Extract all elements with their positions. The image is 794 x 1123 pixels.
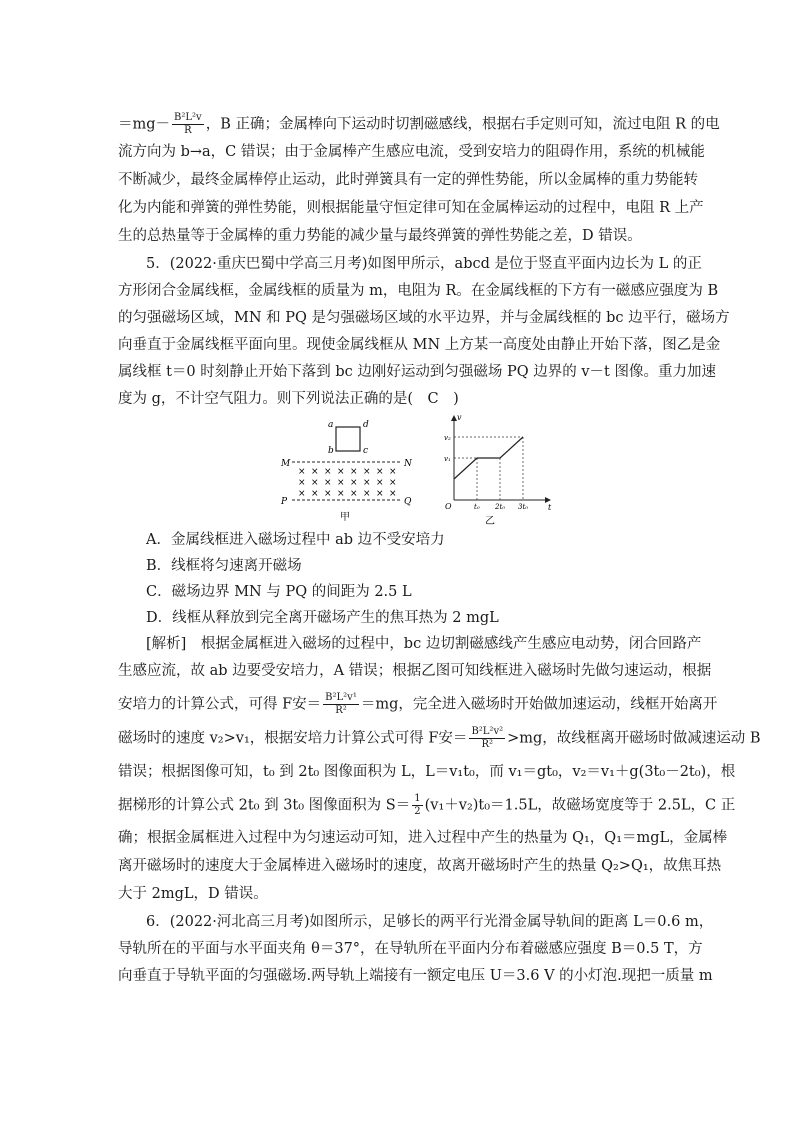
option-b: B．线框将匀速离开磁场: [146, 558, 302, 574]
field-cross: ×: [337, 489, 345, 499]
figure-jia: [270, 415, 420, 530]
v2-tick-label: v₂: [444, 434, 451, 442]
analysis-line-8: 离开磁场时的速度大于金属棒进入磁场时的速度，故离开磁场时产生的热量 Q₂>Q₁，故焦耳热: [118, 858, 722, 874]
analysis-line-7: 确；根据金属框进入过程中为匀速运动可知，进入过程中产生的热量为 Q₁，Q₁＝mgL，金属棒: [118, 830, 728, 846]
prev-line-1: ＝mg－ $\frac{\text{B²L²v}}{R}$ ，B 正确；金属棒向下运动时切割磁感线，根据右手定则可知，流过电阻 R 的电: [118, 112, 720, 136]
field-cross: ×: [337, 467, 345, 477]
field-cross: ×: [298, 478, 306, 488]
t-axis-label: t: [548, 503, 552, 512]
field-cross: ×: [324, 478, 332, 488]
analysis-line-2: 生感应流，故 ab 边要受安培力，A 错误；根据乙图可知线框进入磁场时先做匀速运动，根据: [118, 663, 712, 679]
origin-label: O: [445, 502, 452, 511]
q5-line-1: 5．(2022·重庆巴蜀中学高三月考)如图甲所示，abcd 是位于竖直平面内边长为 L 的正: [146, 256, 702, 272]
fraction: $\frac{\text{B²L²v}}{R}$: [174, 112, 202, 136]
fraction: $\frac{1}{2}$: [414, 793, 421, 817]
field-cross: ×: [389, 478, 397, 488]
prev-line-5: 生的总热量等于金属棒的重力势能的减少量与最终弹簧的弹性势能之差，D 错误。: [118, 228, 642, 244]
field-cross: ×: [298, 467, 306, 477]
field-cross: ×: [376, 489, 384, 499]
option-d: D．线框从释放到完全离开磁场产生的焦耳热为 2 mgL: [146, 610, 499, 626]
label-d: d: [363, 420, 369, 430]
v1-tick-label: v₁: [444, 455, 451, 463]
field-cross: ×: [337, 478, 345, 488]
v-t-curve: [454, 437, 523, 479]
field-cross: ×: [376, 478, 384, 488]
field-cross: ×: [311, 489, 319, 499]
t0-tick-label: t₀: [474, 503, 480, 511]
fraction: $\frac{\text{B²L²v²}}{\text{R²}}$: [471, 726, 504, 750]
caption-jia: 甲: [340, 512, 350, 523]
q5-line-4: 向垂直于金属线框平面向里。现使金属线框从 MN 上方某一高度处由静止开始下落，图乙是金: [118, 337, 721, 353]
field-cross: ×: [389, 489, 397, 499]
field-cross: ×: [376, 467, 384, 477]
label-P: P: [281, 497, 288, 507]
q6-line-2: 导轨所在的平面与水平面夹角 θ＝37°，在导轨所在平面内分布着磁感应强度 B＝0.5 T，方: [118, 941, 703, 957]
field-cross: ×: [350, 489, 358, 499]
prev-line-3: 不断减少，最终金属棒停止运动，此时弹簧具有一定的弹性势能，所以金属棒的重力势能转: [118, 172, 698, 188]
field-cross: ×: [350, 467, 358, 477]
magnetic-field-crosses: [298, 467, 397, 499]
field-cross: ×: [363, 478, 371, 488]
label-a: a: [328, 420, 334, 430]
q5-line-5: 属线框 t＝0 时刻静止开始下落到 bc 边刚好运动到匀强磁场 PQ 边界的 v－t 图像。重力加速: [118, 364, 716, 380]
field-cross: ×: [311, 467, 319, 477]
field-cross: ×: [363, 489, 371, 499]
caption-yi: 乙: [485, 516, 495, 527]
label-Q: Q: [404, 497, 412, 507]
field-cross: ×: [324, 467, 332, 477]
v-axis-label: v: [457, 413, 462, 422]
q6-line-1: 6．(2022·河北高三月考)如图所示，足够长的两平行光滑金属导轨间的距离 L＝0.6 m，: [146, 914, 714, 930]
label-N: N: [404, 459, 412, 469]
analysis-line-4: 磁场时的速度 v₂>v₁，根据安培力计算公式可得 F安＝ $\frac{\text{B²L²v²}}{\text{R²}}$ >mg，故线框离开磁场时做减速运动 B: [118, 726, 761, 750]
analysis-line-6: 据梯形的计算公式 2t₀ 到 3t₀ 图像面积为 S＝ $\frac{1}{2}$ (v₁＋v₂)t₀＝1.5L，故磁场宽度等于 2.5L，C 正: [118, 793, 736, 817]
analysis-line-3: 安培力的计算公式，可得 F安＝ $\frac{\text{B²L²v¹}}{\text{R²}}$ ＝mg，完全进入磁场时开始做加速运动，线框开始离开: [118, 692, 718, 716]
label-b: b: [328, 446, 334, 456]
field-cross: ×: [350, 478, 358, 488]
figure-yi: [438, 412, 558, 530]
field-cross: ×: [311, 478, 319, 488]
prev-line-4: 化为内能和弹簧的弹性势能，则根据能量守恒定律可知在金属棒运动的过程中，电阻 R 上产: [118, 200, 704, 216]
option-a: A．金属线框进入磁场过程中 ab 边不受安培力: [146, 532, 445, 548]
field-cross: ×: [389, 467, 397, 477]
option-c: C．磁场边界 MN 与 PQ 的间距为 2.5 L: [146, 584, 412, 600]
field-cross: ×: [298, 489, 306, 499]
q5-line-6: 度为 g，不计空气阻力。则下列说法正确的是( C ): [118, 391, 459, 407]
q5-line-2: 方形闭合金属线框，金属线框的质量为 m，电阻为 R。在金属线框的下方有一磁感应强度为 B: [118, 283, 719, 299]
analysis-line-9: 大于 2mgL，D 错误。: [118, 886, 268, 902]
3t0-tick-label: 3t₀: [518, 503, 529, 511]
2t0-tick-label: 2t₀: [495, 503, 506, 511]
analysis-line-5: 错误；根据图像可知，t₀ 到 2t₀ 图像面积为 L，L＝v₁t₀，而 v₁＝gt₀，v₂＝v₁＋g(3t₀－2t₀)，根: [118, 764, 736, 780]
analysis-line-1: [解析] 根据金属框进入磁场的过程中，bc 边切割磁感线产生感应电动势，闭合回路产: [146, 636, 702, 652]
field-cross: ×: [324, 489, 332, 499]
fraction: $\frac{\text{B²L²v¹}}{\text{R²}}$: [325, 692, 357, 716]
q6-line-3: 向垂直于导轨平面的匀强磁场.两导轨上端接有一额定电压 U＝3.6 V 的小灯泡.现把一质量 m: [118, 968, 713, 984]
q5-line-3: 的匀强磁场区域，MN 和 PQ 是匀强磁场区域的水平边界，并与金属线框的 bc 边平行，磁场方: [118, 310, 730, 326]
label-M: M: [281, 459, 291, 469]
prev-line-2: 流方向为 b→a，C 错误；由于金属棒产生感应电流，受到安培力的阻碍作用，系统的机械能: [118, 144, 705, 160]
wire-frame: [336, 427, 360, 451]
field-cross: ×: [363, 467, 371, 477]
label-c: c: [363, 446, 369, 456]
